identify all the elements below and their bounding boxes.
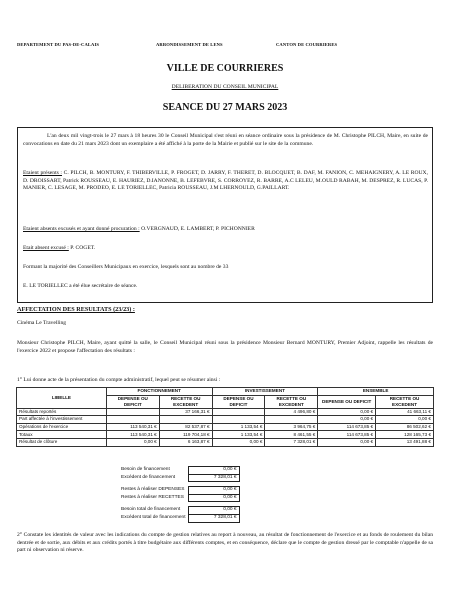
meeting-place: Cinéma Le Travelling (17, 320, 67, 326)
financing-label: Excédent de financement (121, 474, 176, 480)
row-label: Résultats reportés (17, 408, 107, 416)
financing-row (119, 474, 239, 482)
group-header-fonctionnement: FONCTIONNEMENT (106, 388, 212, 396)
sub-header: DEPENSE OU DEFICIT (106, 395, 159, 408)
financing-row (119, 507, 239, 515)
table-row (17, 438, 434, 446)
financing-value: 0,00 € (188, 507, 239, 515)
excused-names: P. COGET. (70, 245, 96, 251)
label-header: LIBELLE (17, 388, 107, 409)
present-label: Etaient présents : (23, 170, 62, 176)
financing-row (119, 514, 239, 522)
financing-table (119, 466, 240, 523)
table-cell: 86 502,62 € (376, 423, 434, 431)
financing-value: 0,00 € (188, 487, 239, 495)
header-department: DEPARTEMENT DU PAS-DE-CALAIS (17, 42, 100, 47)
table-cell (106, 408, 159, 416)
page-subtitle: DELIBERATION DU CONSEIL MUNICIPAL (171, 84, 279, 90)
table-cell: 128 165,73 € (376, 431, 434, 439)
secretary-text: E. LE TORIELLEC a été élue secrétaire de séance. (23, 283, 138, 289)
table-cell: 0,00 € (212, 438, 265, 446)
section-title: AFFECTATION DES RESULTATS (23/23) : (17, 306, 135, 313)
table-group-header-row (17, 388, 434, 396)
group-header-investissement: INVESTISSEMENT (212, 388, 318, 396)
financing-label: Restes à réaliser RECETTES (121, 494, 184, 500)
financing-value: 7 328,01 € (188, 474, 239, 482)
financing-value: 0,00 € (188, 467, 239, 475)
row-label: Opérations de l'exercice (17, 423, 107, 431)
table-cell: 114 673,85 € (318, 423, 376, 431)
table-cell: 0,00 € (376, 416, 434, 424)
excused-label: Etait absent excusé : (23, 245, 69, 251)
table-cell: 6 163,87 € (159, 438, 212, 446)
paragraph-presidency: Monsieur Christophe PILCH, Maire, ayant quitté la salle, le Conseil Municipal réuni sous la présidence Monsieur Bernard MONTURY, Premier Adjoint, rappelle les résultats de l'exercice 2022 et propose l'affectation des résultats : (17, 340, 433, 354)
sub-header: DEPENSE OU DEFICIT (318, 395, 376, 408)
attendance-box (17, 127, 433, 303)
row-label: Totaux (17, 431, 107, 439)
financing-label: Besoin de financement (121, 467, 170, 473)
table-cell: 37 166,31 € (159, 408, 212, 416)
table-row (17, 408, 434, 416)
table-row (17, 423, 434, 431)
majority-text: Formant la majorité des Conseillers Municipaux en exercice, lesquels sont au nombre de 33 (23, 264, 229, 270)
table-cell: 0,00 € (318, 408, 376, 416)
sub-header: RECETTE OU EXCEDENT (265, 395, 318, 408)
paragraph-identity: 2° Constate les identités de valeur avec les indications du compte de gestion relatives au report à nouveau, au résultat de fonctionnement de l'exercice et au fonds de roulement du bilan dentrée et de sortie, aux débits et aux crédits portés à titre budgétaire aux différents comptes, et en conséquence, déclare que le compte de gestion dressé par le comptable n'appelle de sa part ni observation ni réserve. (17, 532, 433, 554)
table-cell (265, 416, 318, 424)
table-cell: 8 461,55 € (265, 431, 318, 439)
financing-value: 0,00 € (188, 494, 239, 502)
table-cell: 13 491,88 € (376, 438, 434, 446)
present-names: C. PILCH, B. MONTURY, F. THIBERVILLE, P. FROGET, D. JARRY, F. THERET, D. BLOCQUET, B. DAF, M. FANION, C. MEHAIGNERY, A. LE ROUX, D. DROISSART, Patrick ROUSSEAU, E. HAURIEZ, D.IANONNE, B. LEFEBVRE, S. CORROYEZ, R. BARRE, A.C LELEU, M.OULD RABAH, M. DESPREZ, R. LUCAS, P. MANIER, C. LESAGE, M. PRODEO, E. LE TORIELLEC, Patricia ROUSSEAU, J.M LHERNOULD, G.PAILLART. (23, 170, 428, 192)
sub-header: RECETTE OU EXCEDENT (159, 395, 212, 408)
table-cell (159, 416, 212, 424)
financing-label: Restes à réaliser DEPENSES (121, 487, 185, 493)
sub-header: DEPENSE OU DEFICIT (212, 395, 265, 408)
financing-row (119, 467, 239, 475)
financing-row (119, 494, 239, 502)
intro-text: L'an deux mil vingt-trois le 27 mars à 18 heures 30 le Conseil Municipal s'est réuni en séance ordinaire sous la présidence de M. Christophe PILCH, Maire, en suite de convocations en date du 21 mars 2023 dont un exemplaire a été affiché à la porte de la Mairie et publié sur le site de la commune. (23, 133, 428, 147)
proxy-label: Etaient absents excusés et ayant donné procuration : (23, 226, 140, 232)
table-cell: 0,00 € (106, 438, 159, 446)
proxy-block (23, 226, 428, 234)
table-cell: 3 964,75 € (265, 423, 318, 431)
present-block (23, 170, 428, 193)
header-canton: CANTON DE COURRIERES (276, 42, 338, 47)
sub-header: RECETTE OU EXCEDENT (376, 395, 434, 408)
table-cell: 82 537,87 € (159, 423, 212, 431)
page-title: VILLE DE COURRIERES (166, 63, 284, 74)
proxy-names: O.VERGNAUD, E. LAMBERT, P. PICHONNIER (141, 226, 255, 232)
table-cell: 113 540,31 € (106, 431, 159, 439)
table-cell (212, 408, 265, 416)
results-table (16, 387, 434, 447)
table-cell: 4 496,80 € (265, 408, 318, 416)
financing-label: Besoin total de financement (121, 507, 181, 513)
excused-block (23, 245, 428, 253)
group-header-ensemble: ENSEMBLE (318, 388, 434, 396)
session-date: SEANCE DU 27 MARS 2023 (162, 102, 288, 113)
paragraph-account: 1° Lui donne acte de la présentation du compte administratif, lequel peut se résumer ainsi : (17, 377, 221, 383)
table-cell: 1 133,54 € (212, 431, 265, 439)
row-label: Part affectée à l'investissement (17, 416, 107, 424)
header-arrondissement: ARRONDISSEMENT DE LENS (156, 42, 223, 47)
row-label: Résultat de clôture (17, 438, 107, 446)
table-cell: 113 540,31 € (106, 423, 159, 431)
table-cell: 114 673,85 € (318, 431, 376, 439)
table-row (17, 431, 434, 439)
table-cell: 7 328,01 € (265, 438, 318, 446)
table-cell: 41 663,11 € (376, 408, 434, 416)
table-cell: 1 133,54 € (212, 423, 265, 431)
financing-row (119, 487, 239, 495)
table-cell: 0,00 € (318, 416, 376, 424)
table-cell (212, 416, 265, 424)
table-row (17, 416, 434, 424)
table-cell: 0,00 € (318, 438, 376, 446)
financing-value: 7 328,01 € (188, 514, 239, 522)
financing-label: Excédent total de financement (121, 515, 186, 521)
table-cell (106, 416, 159, 424)
table-cell: 119 704,18 € (159, 431, 212, 439)
